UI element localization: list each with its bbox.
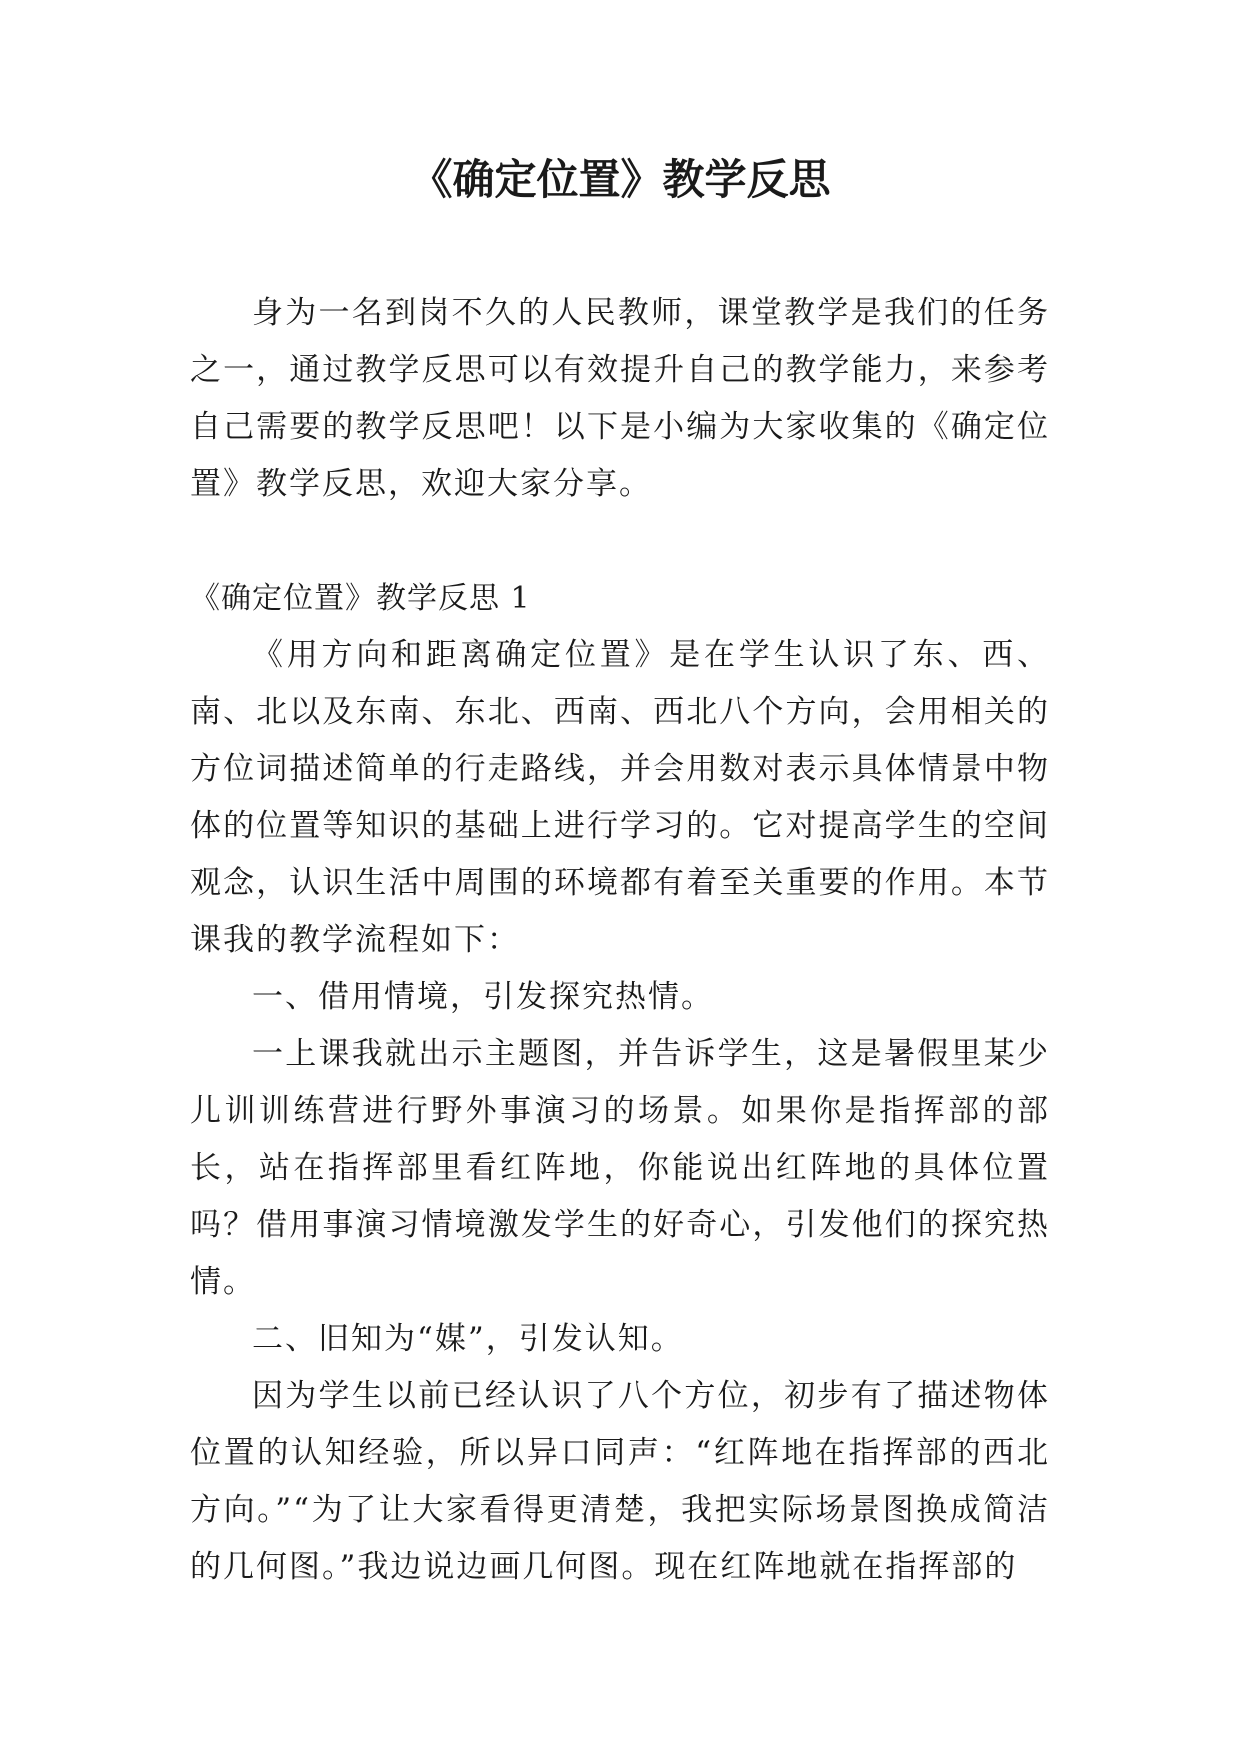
body-paragraph-1: 《用方向和距离确定位置》是在学生认识了东、西、南、北以及东南、东北、西南、西北八个方向，会用相关的方位词描述简单的行走路线，并会用数对表示具体情景中物体的位置等知识的基础上进行学习的。它对提高学生的空间观念，认识生活中周围的环境都有着至关重要的作用。本节课我的教学流程如下： — [190, 637, 1050, 958]
document-title: 《确定位置》教学反思 — [410, 155, 831, 204]
section-heading: 《确定位置》教学反思 1 — [190, 581, 531, 616]
body-paragraph-2: 一上课我就出示主题图，并告诉学生，这是暑假里某少儿训训练营进行野外事演习的场景。如果你是指挥部的部长，站在指挥部里看红阵地，你能说出红阵地的具体位置吗？借用事演习情境激发学生的好奇心，引发他们的探究热情。 — [190, 1036, 1050, 1300]
body-paragraph-3: 因为学生以前已经认识了八个方位，初步有了描述物体位置的认知经验，所以异口同声：“红阵地在指挥部的西北方向。”“为了让大家看得更清楚，我把实际场景图换成简洁的几何图。”我边说边画几何图。现在红阵地就在指挥部的 — [190, 1378, 1050, 1585]
paragraph-spacer — [190, 513, 1050, 570]
step-heading-1: 一、借用情境，引发探究热情。 — [252, 979, 714, 1015]
intro-paragraph: 身为一名到岗不久的人民教师，课堂教学是我们的任务之一，通过教学反思可以有效提升自己的教学能力，来参考自己需要的教学反思吧！以下是小编为大家收集的《确定位置》教学反思，欢迎大家分享。 — [190, 295, 1050, 502]
step-heading-2: 二、旧知为“媒”，引发认知。 — [252, 1321, 684, 1357]
document-body — [190, 285, 1050, 1596]
